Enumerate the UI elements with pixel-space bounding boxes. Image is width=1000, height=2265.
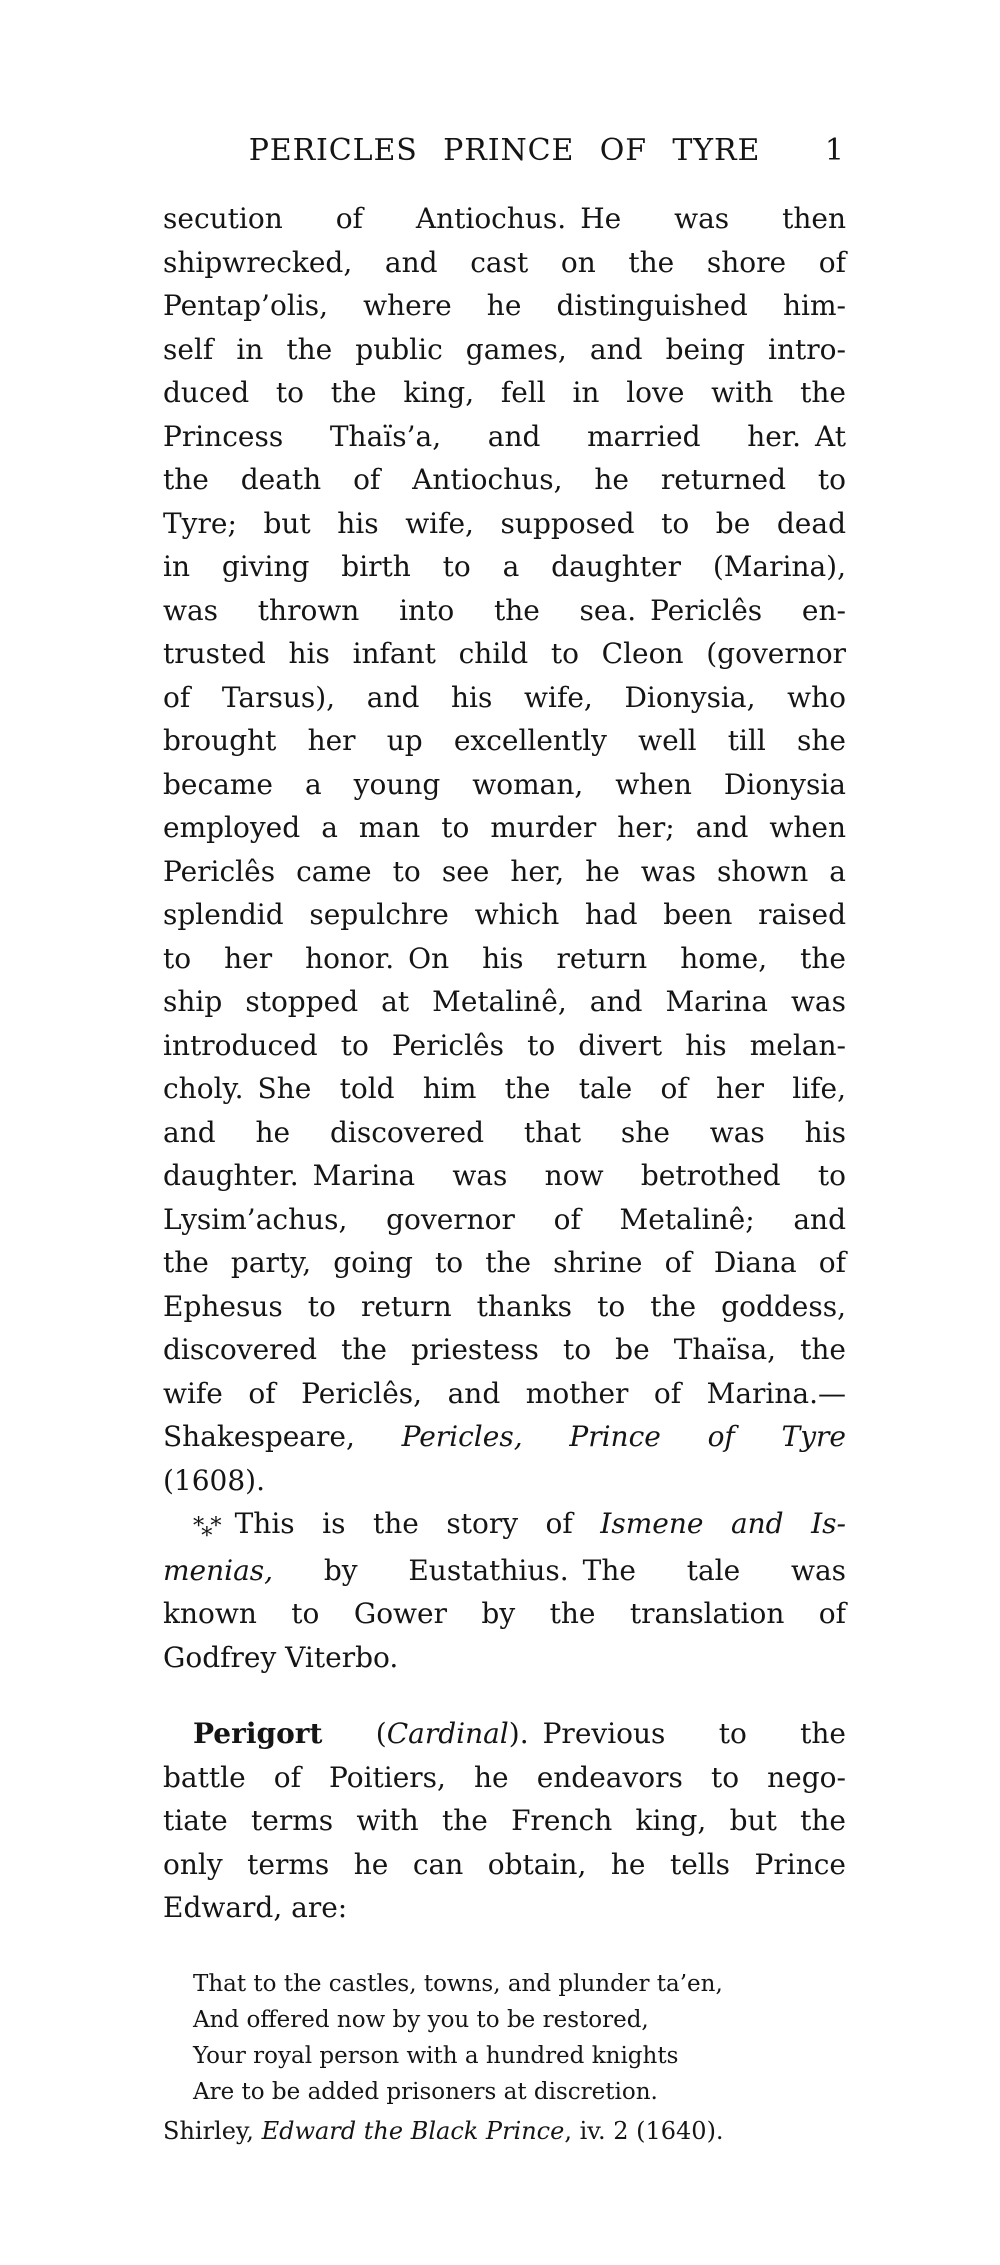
- text-line: [163, 328, 846, 372]
- text-segment: employed a man to murder her; and when: [163, 811, 846, 844]
- text-line: [163, 806, 846, 850]
- text-line: [163, 1241, 846, 1285]
- text-segment: Shirley,: [163, 2116, 262, 2145]
- text-segment: self in the public games, and being intro-: [163, 332, 846, 366]
- text-segment: *: [210, 1513, 221, 1539]
- text-line: [163, 676, 846, 720]
- text-line: [193, 2002, 846, 2038]
- text-segment: Cardinal: [386, 1717, 509, 1750]
- text-segment: daughter. Marina was now betrothed to: [163, 1159, 846, 1192]
- text-segment: brought her up excellently well till she: [163, 724, 846, 757]
- text-segment: Ephesus to return thanks to the goddess,: [163, 1289, 846, 1323]
- text-line: [163, 1459, 846, 1503]
- text-segment: known to Gower by the translation of: [163, 1597, 846, 1630]
- text-segment: Periclês came to see her, he was shown a: [163, 854, 846, 888]
- text-segment: ship stopped at Metalinê, and Marina was: [163, 985, 846, 1018]
- text-line: [163, 1285, 846, 1329]
- text-segment: Pericles, Prince of Tyre: [401, 1420, 846, 1453]
- text-line: [163, 284, 846, 328]
- text-segment: Edward, are:: [163, 1891, 348, 1924]
- text-segment: the party, going to the shrine of Diana of: [163, 1246, 846, 1279]
- text-line: [163, 1549, 846, 1593]
- text-line: [163, 1024, 846, 1068]
- text-line: [163, 1198, 846, 1242]
- text-line: [163, 589, 846, 633]
- text-line: [163, 502, 846, 546]
- text-line: [193, 2038, 846, 2074]
- text-line: [163, 763, 846, 807]
- text-segment: became a young woman, when Dionysia: [163, 767, 846, 801]
- text-segment: introduced to Periclês to divert his melan-: [163, 1028, 846, 1062]
- text-segment: to her honor. On his return home, the: [163, 941, 846, 975]
- text-line: [163, 937, 846, 981]
- text-segment: only terms he can obtain, he tells Prince: [163, 1847, 846, 1881]
- text-segment: Are to be added prisoners at discretion.: [193, 2078, 658, 2105]
- text-line: [163, 545, 846, 589]
- text-segment: duced to the king, fell in love with the: [163, 376, 846, 409]
- text-segment: That to the castles, towns, and plunder ta’en,: [193, 1970, 723, 1997]
- text-segment: Your royal person with a hundred knights: [193, 2042, 679, 2069]
- text-segment: discovered the priestess to be Thaïsa, the: [163, 1333, 846, 1366]
- text-line: [163, 371, 846, 415]
- text-segment: Princess Thaïs’a, and married her. At: [163, 419, 846, 453]
- text-column: [163, 131, 846, 2152]
- text-segment: trusted his infant child to Cleon (governor: [163, 637, 846, 670]
- text-segment: And offered now by you to be restored,: [193, 2006, 649, 2033]
- text-line: [163, 1592, 846, 1636]
- text-segment: was thrown into the sea. Periclês en-: [163, 593, 846, 627]
- text-segment: *: [193, 1513, 204, 1539]
- text-segment: secution of Antiochus. He was then: [163, 202, 846, 235]
- text-segment: menias,: [163, 1553, 274, 1587]
- text-segment: battle of Poitiers, he endeavors to nego-: [163, 1760, 846, 1794]
- entry-pericles-text: [163, 197, 846, 1502]
- text-line: [163, 850, 846, 894]
- text-segment: wife of Periclês, and mother of Marina.—: [163, 1376, 846, 1410]
- text-segment: the death of Antiochus, he returned to: [163, 463, 846, 496]
- text-segment: (: [322, 1717, 387, 1750]
- verse-citation: [163, 2110, 846, 2152]
- page-number: 1: [824, 133, 844, 168]
- verse-quote: [163, 1966, 846, 2110]
- text-line: [163, 2110, 846, 2152]
- text-line: [163, 1886, 846, 1930]
- text-segment: *: [201, 1523, 213, 1550]
- text-line: [163, 1372, 846, 1416]
- text-line: [163, 1067, 846, 1111]
- text-line: [163, 1799, 846, 1843]
- text-line: [163, 719, 846, 763]
- text-segment: Perigort: [193, 1717, 323, 1750]
- text-line: [163, 1636, 846, 1680]
- entry-pericles-note: [163, 1502, 846, 1679]
- text-segment: in giving birth to a daughter (Marina),: [163, 550, 846, 583]
- running-header: [163, 131, 846, 171]
- text-line: [163, 1756, 846, 1800]
- text-segment: Tyre; but his wife, supposed to be dead: [163, 506, 846, 540]
- text-line: [163, 632, 846, 676]
- text-segment: tiate terms with the French king, but the: [163, 1804, 846, 1837]
- text-segment: Edward the Black Prince: [261, 2116, 565, 2145]
- text-segment: , iv. 2 (1640).: [564, 2116, 724, 2145]
- text-segment: by Eustathius. The tale was: [273, 1553, 846, 1587]
- text-line: [193, 2074, 846, 2110]
- text-line: [163, 241, 846, 285]
- text-line: [163, 980, 846, 1024]
- text-segment: ). Previous to the: [508, 1717, 847, 1750]
- text-segment: Ismene and Is-: [600, 1507, 846, 1540]
- text-segment: choly. She told him the tale of her life,: [163, 1072, 846, 1105]
- text-segment: This is the story of: [220, 1507, 601, 1540]
- text-segment: Lysim’achus, governor of Metalinê; and: [163, 1202, 846, 1236]
- header-title: PERICLES PRINCE OF TYRE: [248, 133, 761, 168]
- text-line: [163, 1843, 846, 1887]
- text-line: [163, 458, 846, 502]
- text-line: [163, 197, 846, 241]
- text-line: [163, 1154, 846, 1198]
- text-line: [163, 1502, 846, 1549]
- text-line: [193, 1966, 846, 2002]
- text-segment: (1608).: [163, 1463, 266, 1497]
- text-line: [163, 1111, 846, 1155]
- text-line: [163, 415, 846, 459]
- text-segment: Pentap’olis, where he distinguished him-: [163, 289, 846, 322]
- text-line: [163, 1415, 846, 1459]
- text-line: [163, 1328, 846, 1372]
- text-segment: Godfrey Viterbo.: [163, 1640, 399, 1674]
- text-line: [163, 1712, 846, 1756]
- text-segment: splendid sepulchre which had been raised: [163, 898, 846, 931]
- text-line: [163, 893, 846, 937]
- text-segment: of Tarsus), and his wife, Dionysia, who: [163, 680, 846, 714]
- text-segment: and he discovered that she was his: [163, 1115, 846, 1149]
- text-segment: shipwrecked, and cast on the shore of: [163, 245, 846, 279]
- entry-perigort-text: [163, 1712, 846, 1930]
- text-segment: Shakespeare,: [163, 1420, 402, 1453]
